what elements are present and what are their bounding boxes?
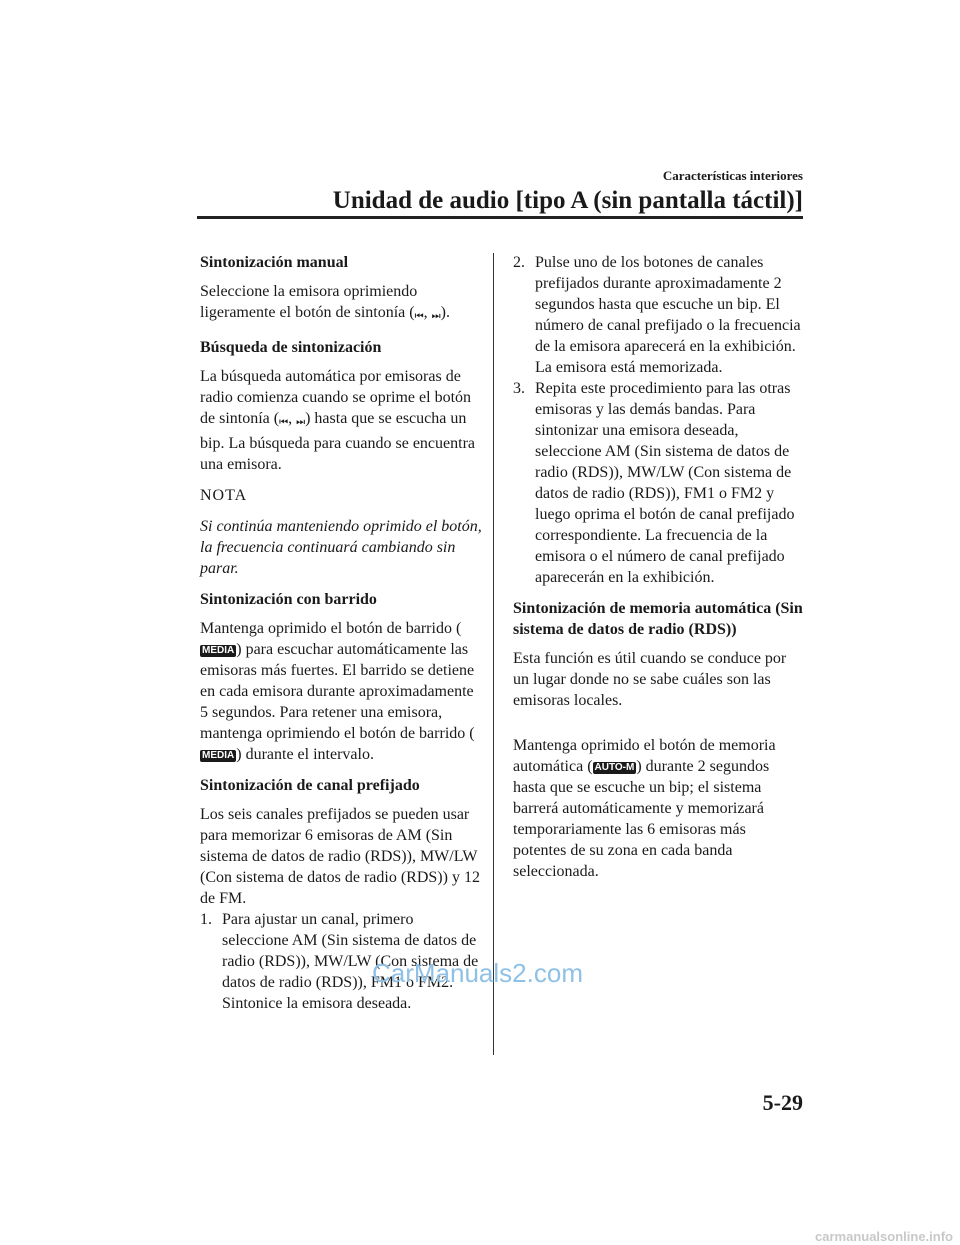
track-back-icon: ⏮ <box>279 417 289 428</box>
paragraph-seek-tuning: La búsqueda automática por emisoras de radio comienza cuando se oprime el botón de sintonía (⏮, ⏭) hasta que se escucha un bip. La búsqueda para cuando se encuentra una emisora. <box>200 368 475 473</box>
heading-manual-tuning: Sintonización manual <box>200 254 349 271</box>
footer-site-watermark: carmanualsonline.info <box>815 1229 953 1244</box>
list-item: 3. Repita este procedimiento para las otras emisoras y las demás bandas. Para sintonizar una emisora deseada, seleccione AM (Sin sistema de datos de radio (RDS)), MW/LW (Con sistema de datos de radio (RDS)), FM1 o FM2 y luego oprima el botón de canal prefijado correspondiente. La frecuencia de la emisora o el número de canal prefijado aparecerán en la exhibición. <box>513 380 795 586</box>
header-section-label: Características interiores <box>662 168 803 183</box>
header-rule <box>197 216 803 219</box>
watermark: CarManuals2.com <box>372 958 583 988</box>
track-forward-icon: ⏭ <box>431 311 441 322</box>
paragraph-manual-tuning: Seleccione la emisora oprimiendo ligeramente el botón de sintonía (⏮, ⏭). <box>200 281 482 327</box>
column-divider <box>493 253 494 1055</box>
list-item: 2. Pulse uno de los botones de canales prefijados durante aproximadamente 2 segundos hasta que escuche un bip. El número de canal prefijado o la frecuencia de la emisora aparecerá en la exhibición. La emisora está memorizada. <box>513 254 801 376</box>
paragraph-auto-memory-steps: Mantenga oprimido el botón de memoria automática ( AUTO-M ) durante 2 segundos hasta que se escuche un bip; el sistema barrerá automáticamente y memorizará temporariamente las 6 emisoras más potentes de su zona en cada banda seleccionada. <box>513 737 776 880</box>
paragraph-preset-tuning: Los seis canales prefijados se pueden usar para memorizar 6 emisoras de AM (Sin sistema de datos de radio (RDS)), MW/LW (Con sistema de datos de radio (RDS)) y 12 de FM. <box>200 806 480 907</box>
heading-preset-tuning: Sintonización de canal prefijado <box>200 777 420 794</box>
paragraph-auto-memory-intro: Esta función es útil cuando se conduce por un lugar donde no se sabe cuáles son las emisoras locales. <box>513 650 787 709</box>
heading-auto-memory-tuning: Sintonización de memoria automática (Sin sistema de datos de radio (RDS)) <box>513 600 803 638</box>
note-label: NOTA <box>200 487 248 504</box>
track-back-icon: ⏮ <box>414 311 424 322</box>
page-title: Unidad de audio [tipo A (sin pantalla táctil)] <box>332 187 803 214</box>
media-button-icon: MEDIA <box>202 645 235 656</box>
note-text: Si continúa manteniendo oprimido el botón, la frecuencia continuará cambiando sin parar. <box>200 518 482 577</box>
track-forward-icon: ⏭ <box>296 417 306 428</box>
left-column <box>200 252 482 1024</box>
preset-steps-list-continued <box>513 252 803 588</box>
right-column <box>513 252 803 892</box>
heading-scan-tuning: Sintonización con barrido <box>200 591 377 608</box>
list-item: 1. Para ajustar un canal, primero seleccione AM (Sin sistema de datos de radio (RDS)), MW/LW (Con sistema de datos de radio (RDS)), FM1 o FM2. Sintonice la emisora deseada. <box>200 911 479 1012</box>
page-number: 5-29 <box>762 1090 803 1115</box>
paragraph-scan-tuning: Mantenga oprimido el botón de barrido (MEDIA ) para escuchar automáticamente las emisoras más fuertes. El barrido se detiene en cada emisora durante aproximadamente 5 segundos. Para retener una emisora, mantenga oprimiendo el botón de barrido (MEDIA ) durante el intervalo. <box>200 620 475 763</box>
heading-seek-tuning: Búsqueda de sintonización <box>200 339 382 356</box>
media-button-icon: MEDIA <box>202 750 235 761</box>
auto-m-button-icon: AUTO-M <box>594 762 635 773</box>
